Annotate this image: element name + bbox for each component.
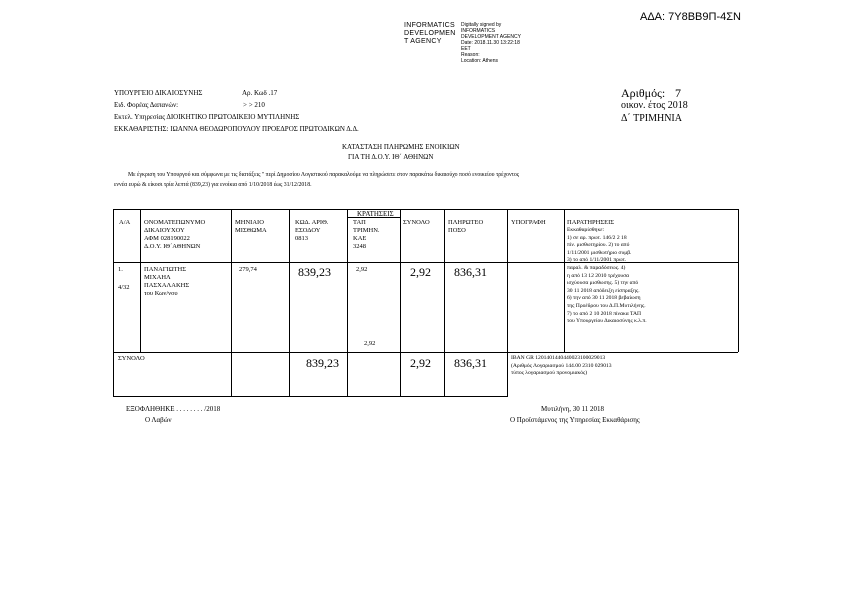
- trimhnia: Δ΄ ΤΡΙΜΗΝΙΑ: [621, 113, 682, 124]
- signature-detail-line: Reason:: [461, 52, 480, 58]
- oikonomiko-etos: οικον. έτος 2018: [621, 100, 688, 111]
- col-header-line: ΟΝΟΜΑΤΕΠΩΝΥΜΟ: [144, 219, 206, 226]
- table-border: [113, 352, 738, 353]
- place-date: Μυτιλήνη, 30 11 2018: [541, 405, 604, 413]
- table-border: [738, 209, 739, 352]
- row-beneficiary: [144, 266, 189, 298]
- note-line: η από 13 12 2010 τρέχουσα: [567, 272, 630, 279]
- arithmos-label: Αριθμός:: [621, 86, 666, 100]
- col-header-line: ΤΑΠ: [353, 219, 366, 226]
- note-line: 3) το από 1/11/2001 πρωτ.: [567, 257, 627, 264]
- document-subtitle: ΓΙΑ ΤΗ Δ.Ο.Υ. ΙΘ΄ ΑΘΗΝΩΝ: [348, 153, 434, 161]
- note-line: 30 11 2018 απόδειξη είσπραξης.: [567, 287, 640, 294]
- col-header-line: ΑΦΜ 028190022: [144, 235, 190, 242]
- intro-line: εννέα ευρώ & είκοσι τρία λεπτά (839,23) για ενοίκια από 1/10/2018 έως 31/12/2018.: [114, 182, 312, 188]
- table-border: [113, 209, 114, 396]
- col-header-line: ΚΑΕ: [353, 235, 367, 242]
- note-line: 1) σε αρ. πρωτ. 146/2 2 18: [567, 234, 627, 241]
- table-border: [444, 209, 445, 396]
- eksoflithike: ΕΞΟΦΛΗΘΗΚΕ . . . . . . . . /2018: [126, 405, 221, 413]
- col-header-line: ΔΙΚΑΙΟΥΧΟΥ: [144, 227, 185, 234]
- col-header-line: ΜΗΝΙΑΙΟ: [235, 219, 264, 226]
- table-border: [507, 209, 508, 396]
- total-synolo: 2,92: [410, 356, 431, 370]
- total-kod: 839,23: [306, 356, 339, 370]
- iban-line: τύπος λογαριασμού προνομιακός): [511, 370, 588, 377]
- col-header-onoma: [144, 219, 205, 251]
- table-border: [140, 209, 141, 352]
- table-border: [564, 209, 565, 352]
- signature-detail-line: EET: [461, 46, 471, 52]
- ektelousa-yphresia: Εκτελ. Υπηρεσίας ΔΙΟΙΚΗΤΙΚΟ ΠΡΩΤΟΔΙΚΕΙΟ ΜΥΤΙΛΗΝΗΣ: [114, 113, 300, 121]
- col-header-line: ΠΟΣΟ: [448, 227, 466, 234]
- col-header-synolo: ΣΥΝΟΛΟ: [403, 219, 430, 226]
- intro-line: Με έγκριση του Υπουργού και σύμφωνα με τις διατάξεις " περί Δημοσίου Λογιστικού παρακαλούμε να πληρώσετε στον παρακάτω δικαιούχο ποσό ενοικείου τρέχοντος: [128, 172, 520, 178]
- beneficiary-line: ΜΙΧΑΗΛ: [144, 274, 171, 281]
- table-border: [400, 209, 401, 396]
- col-header-line: ΕΣΟΔΟΥ: [295, 227, 321, 234]
- beneficiary-line: ΠΑΣΧΑΛΑΚΗΣ: [144, 282, 190, 289]
- paratiriseis-notes: [567, 227, 647, 326]
- ada-number: ΑΔΑ: 7Υ8ΒΒ9Π-4ΣΝ: [640, 11, 741, 23]
- col-header-line: ΜΙΣΘΩΜΑ: [235, 227, 267, 234]
- col-header-line: Δ.Ο.Υ. ΙΘ΄ΑΘΗΝΩΝ: [144, 243, 201, 250]
- signature-details: [461, 22, 521, 64]
- row-aa: 1.: [118, 266, 123, 273]
- col-header-line: ΚΩΔ. ΑΡΙΘ.: [295, 219, 329, 226]
- row-kod-amount: 839,23: [298, 265, 331, 279]
- row-plirwteo: 836,31: [454, 265, 487, 279]
- col-header-line: ΤΡΙΜΗΝ.: [353, 227, 380, 234]
- col-header-line: 3248: [353, 243, 366, 250]
- signature-logo: [404, 22, 456, 46]
- signature-detail-line: DEVELOPMENT AGENCY: [461, 34, 521, 40]
- table-border: [113, 209, 738, 210]
- note-line: 1/11/2001 μισθωτήριο συμβ.: [567, 249, 632, 256]
- proistamenos-label: Ο Προϊστάμενος της Υπηρεσίας Εκκαθάρισης: [510, 416, 640, 424]
- note-line: ισχύουσα μισθωσης. 5) την από: [567, 280, 639, 287]
- signature-detail-line: Location: Athens: [461, 58, 498, 64]
- logo-line: DEVELOPMEN: [404, 30, 456, 37]
- iban-line: (Αριθμός Λογαριασμού 144.00 2310 029013: [511, 362, 612, 369]
- table-border: [231, 209, 232, 396]
- col-header-ypografi: ΥΠΟΓΡΑΦΗ: [511, 219, 546, 226]
- ministry-name: ΥΠΟΥΡΓΕΙΟ ΔΙΚΑΙΟΣΥΝΗΣ: [114, 89, 203, 97]
- eidikos-foreas-code: > > 210: [243, 101, 265, 109]
- col-header-kod: [295, 219, 328, 243]
- document-title: ΚΑΤΑΣΤΑΣΗ ΠΛΗΡΩΜΗΣ ΕΝΟΙΚΙΩΝ: [342, 143, 460, 151]
- row-tap: 2,92: [356, 266, 368, 273]
- total-plirwteo: 836,31: [454, 356, 487, 370]
- col-header-line: 0813: [295, 235, 308, 242]
- signature-detail-line: Date: 2018.11.30 13:22:18: [461, 40, 520, 46]
- arithmos-value: 7: [675, 86, 681, 100]
- iban-info: [511, 355, 612, 378]
- col-header-line: ΠΛΗΡΩΤΕΟ: [448, 219, 484, 226]
- note-line: Εκκαθαρίσθηκε:: [567, 227, 605, 233]
- ekkatharistis: ΕΚΚΑΘΑΡΙΣΤΗΣ: ΙΩΑΝΝΑ ΘΕΟΔΩΡΟΠΟΥΛΟΥ ΠΡΟΕΔΡΟΣ ΠΡΩΤΟΔΙΚΩΝ Δ.Δ.: [114, 125, 359, 133]
- col-header-tap: [353, 219, 380, 251]
- table-border: [347, 209, 348, 396]
- logo-line: T AGENCY: [404, 38, 442, 45]
- row-miniaio: 279,74: [239, 266, 257, 273]
- logo-line: INFORMATICS: [404, 22, 456, 29]
- row-synolo: 2,92: [410, 265, 431, 279]
- signature-detail-line: INFORMATICS: [461, 28, 496, 34]
- note-line: 7) το από 2 10 2018 πίνακα ΤΑΠ: [567, 310, 642, 317]
- ar-kod: Αρ. Κωδ .17: [242, 89, 278, 97]
- note-line: πίν. μισθωτηρίου. 2) το από: [567, 242, 630, 249]
- note-line: παραλ. & παραδόσεως. 4): [567, 264, 626, 271]
- table-border: [289, 209, 290, 396]
- row-aa-sub: 4/32: [118, 284, 130, 291]
- row-tap-sum: 2,92: [364, 340, 376, 347]
- note-line: του Υπουργείου Δικαιοσύνης κ.λ.π.: [567, 318, 647, 325]
- note-line: της Προέδρου του Δ.Π.Μυτιλήνης.: [567, 302, 646, 309]
- col-header-aa: Α/Α: [119, 219, 131, 226]
- iban-line: IBAN GR 1201401440440023100029013: [511, 355, 606, 361]
- col-header-paratiriseis: ΠΑΡΑΤΗΡΗΣΕΙΣ: [567, 219, 615, 226]
- eidikos-foreas: Ειδ. Φορέας Δαπανών:: [114, 101, 179, 109]
- table-border: [113, 396, 508, 397]
- kratiseis-header: ΚΡΑΤΗΣΕΙΣ: [357, 210, 394, 218]
- beneficiary-line: του Κων/νου: [144, 290, 178, 297]
- note-line: 6) την από 30 11 2018 βεβαίωση: [567, 295, 641, 302]
- lavon-label: Ο Λαβών: [145, 416, 172, 424]
- col-header-plirwteo: [448, 219, 483, 235]
- total-label: ΣΥΝΟΛΟ: [118, 355, 145, 362]
- signature-detail-line: Digitally signed by: [461, 22, 502, 28]
- col-header-miniaio: [235, 219, 267, 235]
- beneficiary-line: ΠΑΝΑΓΙΩΤΗΣ: [144, 266, 186, 273]
